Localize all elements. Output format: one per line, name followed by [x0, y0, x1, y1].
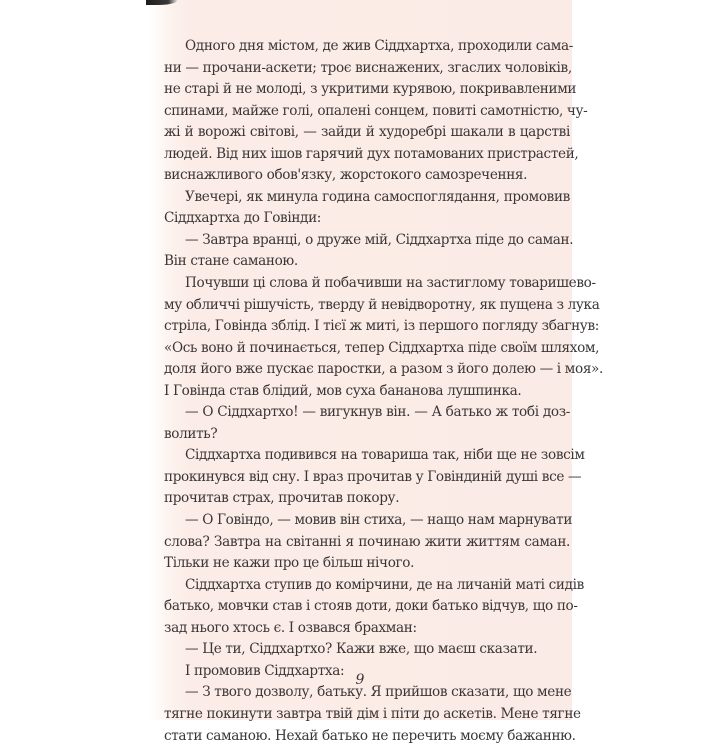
text-line: Одного дня містом, де жив Сіддхартха, проходили сама-: [164, 36, 570, 58]
text-line: жі й ворожі світові, — зайди й худоребрі шакали в царстві: [164, 122, 570, 144]
text-line: І промовив Сіддхартха:: [164, 661, 570, 683]
text-line: доля його вже пускає паростки, а разом з його долею — і моя».: [164, 359, 570, 381]
text-line: — Це ти, Сіддхартхо? Кажи вже, що маєш сказати.: [164, 639, 570, 661]
text-line: прочитав страх, прочитав покору.: [164, 488, 570, 510]
text-line: Почувши ці слова й побачивши на застиглому товаришево-: [164, 273, 570, 295]
text-line: Увечері, як минула година самоспоглядання, промовив: [164, 187, 570, 209]
text-line: спинами, майже голі, опалені сонцем, повиті самотністю, чу-: [164, 101, 570, 123]
text-line: — З твого дозволу, батьку. Я прийшов сказати, що мене: [164, 682, 570, 704]
text-line: ни — прочани-аскети; троє виснажених, згаслих чоловіків,: [164, 58, 570, 80]
text-line: зад нього хтось є. І озвався брахман:: [164, 618, 570, 640]
text-line: му обличчі рішучість, тверду й невідворотну, як пущена з лука: [164, 295, 570, 317]
text-line: Сіддхартха ступив до комірчини, де на личаній маті сидів: [164, 575, 570, 597]
text-line: Сіддхартха подивився на товариша так, ніби ще не зовсім: [164, 445, 570, 467]
text-line: «Ось воно й починається, тепер Сіддхартха піде своїм шляхом,: [164, 338, 570, 360]
text-line: І Говінда став блідий, мов суха бананова лушпинка.: [164, 381, 570, 403]
page-body-text: [164, 36, 570, 747]
text-line: виснажливого обов'язку, жорстокого самозречення.: [164, 165, 570, 187]
text-line: прокинувся від сну. І враз прочитав у Говіндиній душі все —: [164, 467, 570, 489]
text-line: Він стане саманою.: [164, 251, 570, 273]
text-line: не старі й не молоді, з укритими курявою, покривавленими: [164, 79, 570, 101]
text-line: батько, мовчки став і стояв доти, доки батько відчув, що по-: [164, 596, 570, 618]
text-line: волить?: [164, 424, 570, 446]
page-number: 9: [350, 672, 370, 688]
text-line: стати саманою. Нехай батько не перечить моєму бажанню.: [164, 726, 570, 747]
text-line: Сіддхартха до Говінди:: [164, 208, 570, 230]
text-line: людей. Від них ішов гарячий дух потамованих пристрастей,: [164, 144, 570, 166]
text-line: — О Говіндо, — мовив він стиха, — нащо нам марнувати: [164, 510, 570, 532]
text-line: — О Сіддхартхо! — вигукнув він. — А батько ж тобі доз-: [164, 402, 570, 424]
text-line: Тільки не кажи про це більш нічого.: [164, 553, 570, 575]
text-line: слова? Завтра на світанні я починаю жити життям саман.: [164, 532, 570, 554]
text-line: стріла, Говінда зблід. І тієї ж миті, із першого погляду збагнув:: [164, 316, 570, 338]
text-line: тягне покинути завтра твій дім і піти до аскетів. Мене тягне: [164, 704, 570, 726]
text-line: — Завтра вранці, о друже мій, Сіддхартха піде до саман.: [164, 230, 570, 252]
